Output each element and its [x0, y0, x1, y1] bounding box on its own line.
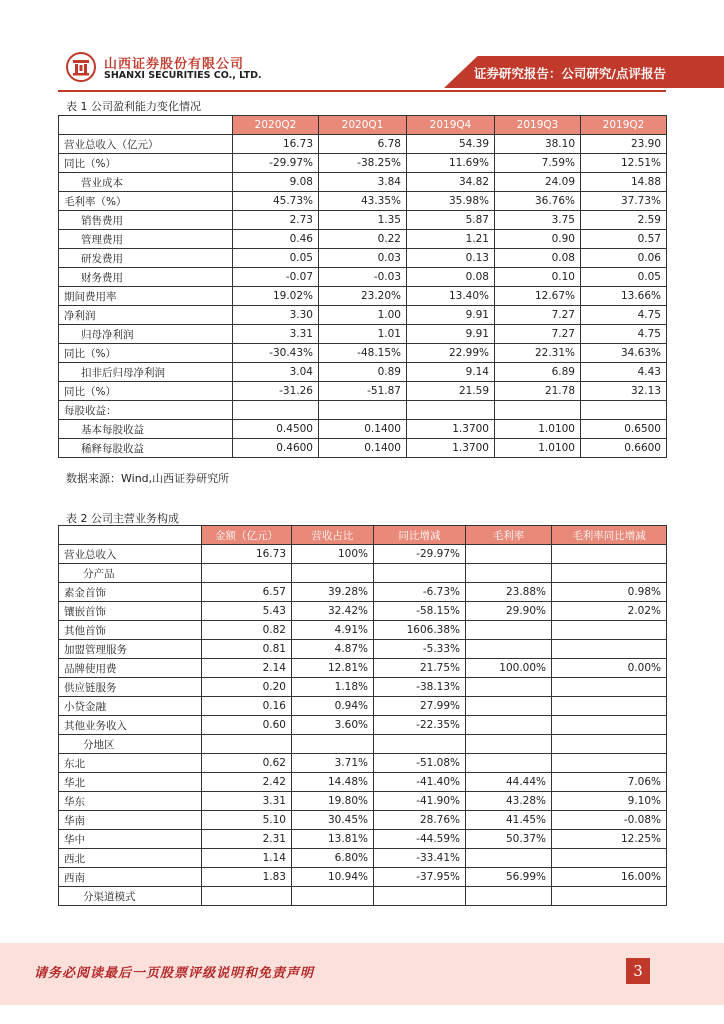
table-cell [552, 754, 667, 773]
table-row [59, 268, 667, 287]
table-cell: 10.94% [292, 868, 374, 887]
table-header-row [59, 526, 667, 545]
table-cell: 0.1400 [319, 439, 407, 458]
table-cell: 13.40% [407, 287, 495, 306]
row-label: 西南 [59, 868, 202, 887]
table-row [59, 439, 667, 458]
table-cell: 2.42 [202, 773, 292, 792]
table-cell: 0.60 [202, 716, 292, 735]
table-cell: 45.73% [233, 192, 319, 211]
table-cell [374, 564, 466, 583]
table-cell: 0.05 [233, 249, 319, 268]
table-cell: 5.10 [202, 811, 292, 830]
table-cell: 37.73% [581, 192, 667, 211]
row-label: 华中 [59, 830, 202, 849]
table-cell: 30.45% [292, 811, 374, 830]
table-row [59, 564, 667, 583]
table-cell: 43.35% [319, 192, 407, 211]
table-cell [202, 735, 292, 754]
table-cell: 1.18% [292, 678, 374, 697]
profitability-table [58, 115, 667, 458]
table-cell [552, 545, 667, 564]
column-header: 2020Q2 [233, 116, 319, 135]
table-cell: 4.75 [581, 306, 667, 325]
table-cell: -41.40% [374, 773, 466, 792]
table-cell: 0.4500 [233, 420, 319, 439]
column-header: 2019Q3 [495, 116, 581, 135]
table-cell: 0.22 [319, 230, 407, 249]
table-cell: 6.80% [292, 849, 374, 868]
table-cell: 0.6500 [581, 420, 667, 439]
row-label: 销售费用 [59, 211, 233, 230]
table-row [59, 716, 667, 735]
row-label: 归母净利润 [59, 325, 233, 344]
table-cell [466, 678, 552, 697]
page-header [0, 0, 724, 95]
table-row [59, 754, 667, 773]
table-cell: -31.26 [233, 382, 319, 401]
table-cell: -5.33% [374, 640, 466, 659]
table-cell: 4.75 [581, 325, 667, 344]
table-cell [552, 678, 667, 697]
table-cell: -51.87 [319, 382, 407, 401]
table-header-row [59, 116, 667, 135]
table-cell: 1.0100 [495, 439, 581, 458]
table-cell: 16.00% [552, 868, 667, 887]
table-cell: 22.31% [495, 344, 581, 363]
table-row [59, 735, 667, 754]
row-label: 华南 [59, 811, 202, 830]
table-cell: 19.02% [233, 287, 319, 306]
table-cell [466, 640, 552, 659]
table-cell [466, 754, 552, 773]
row-label: 其他业务收入 [59, 716, 202, 735]
table-cell: -38.25% [319, 154, 407, 173]
disclaimer-notice: 请务必阅读最后一页股票评级说明和免责声明 [34, 966, 315, 981]
table-row [59, 325, 667, 344]
page-number: 3 [626, 958, 650, 984]
row-label: 供应链服务 [59, 678, 202, 697]
table-cell [552, 697, 667, 716]
table-cell: 44.44% [466, 773, 552, 792]
row-label: 毛利率（%） [59, 192, 233, 211]
table-cell: 0.05 [581, 268, 667, 287]
table-cell: 2.14 [202, 659, 292, 678]
table-cell: 2.59 [581, 211, 667, 230]
table-cell: -29.97% [374, 545, 466, 564]
table-cell: 4.91% [292, 621, 374, 640]
table-cell: -29.97% [233, 154, 319, 173]
table-cell: 9.14 [407, 363, 495, 382]
table-cell [466, 564, 552, 583]
row-label: 分渠道模式 [59, 887, 202, 906]
table-cell: -22.35% [374, 716, 466, 735]
shanxi-securities-logo-icon [66, 52, 96, 82]
table-cell: 13.81% [292, 830, 374, 849]
table-cell: 9.91 [407, 306, 495, 325]
row-label: 加盟管理服务 [59, 640, 202, 659]
row-label: 分地区 [59, 735, 202, 754]
table-cell: 1.00 [319, 306, 407, 325]
table-row [59, 154, 667, 173]
table-cell [581, 401, 667, 420]
table-cell: 32.42% [292, 602, 374, 621]
row-label: 每股收益： [59, 401, 233, 420]
table-cell: 9.91 [407, 325, 495, 344]
table-row [59, 344, 667, 363]
table-cell [552, 735, 667, 754]
row-label: 营业成本 [59, 173, 233, 192]
table1-source: 数据来源：Wind,山西证券研究所 [66, 472, 230, 485]
table-cell: 0.89 [319, 363, 407, 382]
table-cell: 7.06% [552, 773, 667, 792]
header-cell-blank [59, 116, 233, 135]
table-cell: 16.73 [202, 545, 292, 564]
table-cell: 14.48% [292, 773, 374, 792]
table-cell: 1.3700 [407, 439, 495, 458]
table-cell: 2.02% [552, 602, 667, 621]
table-cell: 12.51% [581, 154, 667, 173]
row-label: 研发费用 [59, 249, 233, 268]
row-label: 营业总收入（亿元） [59, 135, 233, 154]
table-cell: 1.3700 [407, 420, 495, 439]
row-label: 小贷金融 [59, 697, 202, 716]
table-cell [202, 887, 292, 906]
table-cell: 7.27 [495, 325, 581, 344]
table-cell: 50.37% [466, 830, 552, 849]
row-label: 扣非后归母净利润 [59, 363, 233, 382]
table-cell: 0.10 [495, 268, 581, 287]
table-row [59, 230, 667, 249]
table-cell: 0.98% [552, 583, 667, 602]
table-cell: 16.73 [233, 135, 319, 154]
table-cell: -33.41% [374, 849, 466, 868]
table-cell: 1.0100 [495, 420, 581, 439]
table-cell: -48.15% [319, 344, 407, 363]
table-cell: 0.57 [581, 230, 667, 249]
table-cell [374, 735, 466, 754]
table-cell: -6.73% [374, 583, 466, 602]
table2-caption: 表 2 公司主营业务构成 [66, 512, 179, 525]
table-cell: 32.13 [581, 382, 667, 401]
table-cell: 41.45% [466, 811, 552, 830]
table-cell: 6.89 [495, 363, 581, 382]
table-cell: 43.28% [466, 792, 552, 811]
table-cell: -0.08% [552, 811, 667, 830]
column-header: 2020Q1 [319, 116, 407, 135]
table-cell [552, 849, 667, 868]
table-row [59, 382, 667, 401]
row-label: 华东 [59, 792, 202, 811]
row-label: 管理费用 [59, 230, 233, 249]
table-cell [466, 735, 552, 754]
table-cell: -30.43% [233, 344, 319, 363]
table-row [59, 545, 667, 564]
table-cell [202, 564, 292, 583]
table-row [59, 773, 667, 792]
table-cell: 4.43 [581, 363, 667, 382]
table-cell [374, 887, 466, 906]
table-cell [233, 401, 319, 420]
table-cell: 3.60% [292, 716, 374, 735]
row-label: 营业总收入 [59, 545, 202, 564]
table-cell: 0.16 [202, 697, 292, 716]
table-cell: 56.99% [466, 868, 552, 887]
table-cell: 0.4600 [233, 439, 319, 458]
business-composition-table [58, 525, 667, 906]
table-cell: 0.62 [202, 754, 292, 773]
table-cell: 21.78 [495, 382, 581, 401]
table-row [59, 173, 667, 192]
table-cell: 3.71% [292, 754, 374, 773]
table-cell: 34.82 [407, 173, 495, 192]
table-cell: 23.20% [319, 287, 407, 306]
table-row [59, 401, 667, 420]
table-cell: 1606.38% [374, 621, 466, 640]
table-row [59, 659, 667, 678]
company-name-cn: 山西证券股份有限公司 [104, 57, 245, 72]
column-header: 毛利率 [466, 526, 552, 545]
table-cell: 7.27 [495, 306, 581, 325]
table-cell [466, 545, 552, 564]
table-cell: 39.28% [292, 583, 374, 602]
table-cell: 0.13 [407, 249, 495, 268]
table-cell: -58.15% [374, 602, 466, 621]
table-cell: 12.25% [552, 830, 667, 849]
row-label: 东北 [59, 754, 202, 773]
table-cell: -37.95% [374, 868, 466, 887]
table-cell: -38.13% [374, 678, 466, 697]
table-row [59, 363, 667, 382]
table-cell: 2.73 [233, 211, 319, 230]
table-cell: 3.30 [233, 306, 319, 325]
table-cell: 4.87% [292, 640, 374, 659]
row-label: 同比（%） [59, 154, 233, 173]
table-cell: 100% [292, 545, 374, 564]
table-cell: 3.75 [495, 211, 581, 230]
column-header: 2019Q4 [407, 116, 495, 135]
header-cell-blank [59, 526, 202, 545]
table-cell [552, 621, 667, 640]
table-cell: 29.90% [466, 602, 552, 621]
report-type-label: 证券研究报告：公司研究/点评报告 [473, 66, 666, 81]
table-cell: 12.81% [292, 659, 374, 678]
row-label: 分产品 [59, 564, 202, 583]
table-cell: 5.87 [407, 211, 495, 230]
table-cell: 6.57 [202, 583, 292, 602]
table-cell: 7.59% [495, 154, 581, 173]
table-cell: 0.46 [233, 230, 319, 249]
table-cell [466, 849, 552, 868]
table-cell: 13.66% [581, 287, 667, 306]
row-label: 净利润 [59, 306, 233, 325]
table-cell: 14.88 [581, 173, 667, 192]
table-row [59, 792, 667, 811]
table-cell: 0.82 [202, 621, 292, 640]
row-label: 同比（%） [59, 344, 233, 363]
table-cell: 1.83 [202, 868, 292, 887]
table-cell: 0.1400 [319, 420, 407, 439]
table-cell: 0.20 [202, 678, 292, 697]
table-cell [552, 564, 667, 583]
row-label: 素金首饰 [59, 583, 202, 602]
company-name-en: SHANXI SECURITIES CO., LTD. [104, 70, 262, 81]
table-cell: 23.90 [581, 135, 667, 154]
table-row [59, 621, 667, 640]
table-row [59, 640, 667, 659]
table-cell: 5.43 [202, 602, 292, 621]
table-row [59, 849, 667, 868]
table-cell [552, 640, 667, 659]
table-cell [466, 887, 552, 906]
table-cell: -41.90% [374, 792, 466, 811]
table-cell: -0.07 [233, 268, 319, 287]
table-cell: 34.63% [581, 344, 667, 363]
table-cell: 0.08 [495, 249, 581, 268]
table-row [59, 192, 667, 211]
row-label: 财务费用 [59, 268, 233, 287]
column-header: 2019Q2 [581, 116, 667, 135]
row-label: 同比（%） [59, 382, 233, 401]
table-cell: 0.06 [581, 249, 667, 268]
table-row [59, 887, 667, 906]
table-cell: 0.81 [202, 640, 292, 659]
table-cell [552, 887, 667, 906]
table-row [59, 811, 667, 830]
table-cell [552, 716, 667, 735]
table-row [59, 678, 667, 697]
row-label: 镶嵌首饰 [59, 602, 202, 621]
table-cell: 21.59 [407, 382, 495, 401]
row-label: 稀释每股收益 [59, 439, 233, 458]
table-cell: 2.31 [202, 830, 292, 849]
table-cell: 1.14 [202, 849, 292, 868]
table-row [59, 830, 667, 849]
table-cell: 1.35 [319, 211, 407, 230]
table-cell: 0.08 [407, 268, 495, 287]
table-row [59, 420, 667, 439]
table-cell: 1.01 [319, 325, 407, 344]
table-cell: 22.99% [407, 344, 495, 363]
table-row [59, 306, 667, 325]
table-row [59, 211, 667, 230]
table-cell: 100.00% [466, 659, 552, 678]
table1-caption: 表 1 公司盈利能力变化情况 [66, 100, 201, 113]
column-header: 同比增减 [374, 526, 466, 545]
table-cell: 12.67% [495, 287, 581, 306]
table-cell: 24.09 [495, 173, 581, 192]
table-cell: 21.75% [374, 659, 466, 678]
column-header: 金额（亿元） [202, 526, 292, 545]
table-cell [292, 887, 374, 906]
table-row [59, 249, 667, 268]
table-cell: -51.08% [374, 754, 466, 773]
table-cell: 3.84 [319, 173, 407, 192]
table-cell [292, 735, 374, 754]
table-cell [319, 401, 407, 420]
row-label: 华北 [59, 773, 202, 792]
table-cell: 6.78 [319, 135, 407, 154]
table-cell [466, 716, 552, 735]
table-cell: 3.31 [233, 325, 319, 344]
table-cell: 36.76% [495, 192, 581, 211]
table-row [59, 287, 667, 306]
table-cell: 0.94% [292, 697, 374, 716]
table-row [59, 868, 667, 887]
table-row [59, 135, 667, 154]
table-cell: 28.76% [374, 811, 466, 830]
table-cell: -0.03 [319, 268, 407, 287]
header-divider [58, 90, 666, 92]
table-cell: 3.31 [202, 792, 292, 811]
table-cell: 54.39 [407, 135, 495, 154]
table-row [59, 583, 667, 602]
table-cell: 0.00% [552, 659, 667, 678]
column-header: 营收占比 [292, 526, 374, 545]
table-cell: 23.88% [466, 583, 552, 602]
table-cell [466, 697, 552, 716]
table-cell: 0.03 [319, 249, 407, 268]
table-cell [466, 621, 552, 640]
table-row [59, 697, 667, 716]
table-cell: 19.80% [292, 792, 374, 811]
table-cell [495, 401, 581, 420]
row-label: 基本每股收益 [59, 420, 233, 439]
row-label: 西北 [59, 849, 202, 868]
table-cell: 9.10% [552, 792, 667, 811]
row-label: 期间费用率 [59, 287, 233, 306]
table-row [59, 602, 667, 621]
row-label: 品牌使用费 [59, 659, 202, 678]
column-header: 毛利率同比增减 [552, 526, 667, 545]
table-cell: -44.59% [374, 830, 466, 849]
table-cell [407, 401, 495, 420]
table-cell [292, 564, 374, 583]
table-cell: 0.90 [495, 230, 581, 249]
table-cell: 0.6600 [581, 439, 667, 458]
row-label: 其他首饰 [59, 621, 202, 640]
table-cell: 3.04 [233, 363, 319, 382]
table-cell: 1.21 [407, 230, 495, 249]
table-cell: 11.69% [407, 154, 495, 173]
table-cell: 9.08 [233, 173, 319, 192]
table-cell: 27.99% [374, 697, 466, 716]
table-cell: 35.98% [407, 192, 495, 211]
table-cell: 38.10 [495, 135, 581, 154]
